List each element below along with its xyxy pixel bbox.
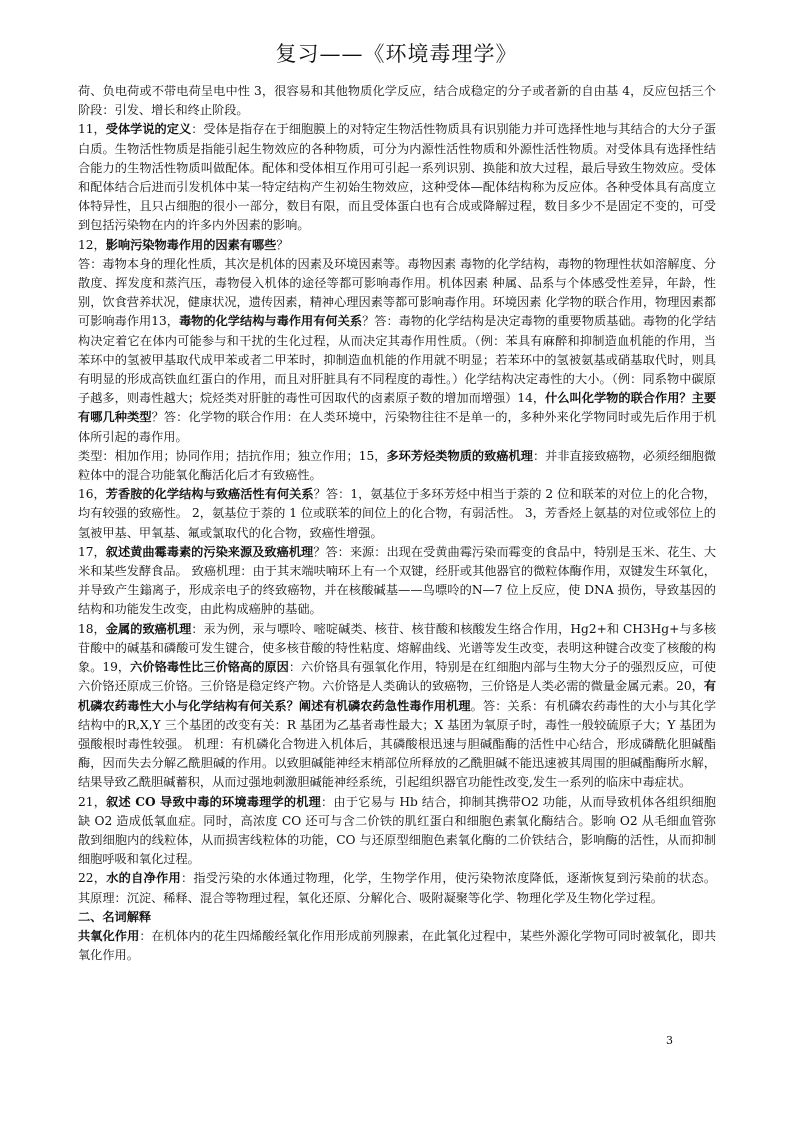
paragraph	[78, 620, 716, 793]
paragraph	[78, 927, 716, 965]
paragraph-text: ？答：化学物的联合作用：在人类环境中，污染物往往不是单一的，多种外来化学物同时或先后作用于机体所引起的毒作用。	[78, 410, 716, 444]
paragraph-text: ？答：毒物的化学结构是决定毒物的重要物质基础。毒物的化学结构决定着它在体内可能参与和干扰的生化过程，从而决定其毒作用性质。（例：苯具有麻醉和抑制造血机能的作用，当苯环中的氢被甲基取代成甲苯或者二甲苯时，抑制造血机能的作用就不明显；若苯环中的氢被氨基或硝基取代时，则具有明显的形成高铁血红蛋白的作用，而且对肝脏具有不同程度的毒性。）化学结构决定毒性的大小。（例：同系物中碳原子越多，则毒性越大；烷烃类对肝脏的毒性可因取代的卤素原子数的增加而增强）14，	[78, 314, 717, 406]
paragraph	[78, 793, 716, 870]
paragraph-text: 11，	[78, 122, 106, 137]
paragraph-text: ：在机体内的花生四烯酸经氧化作用形成前列腺素，在此氧化过程中，某些外源化学物可同时被氧化，即共氧化作用。	[78, 928, 717, 963]
paragraph-text: 16，	[78, 487, 106, 502]
paragraph-text: ：指受污染的水体通过物理，化学，生物学作用，使污染物浓度降低，逐渐恢复到污染前的状态。 其原理：沉淀、稀释、混合等物理过程，氧化还原、分解化合、吸附凝聚等化学、物理化学及生物化学过程。	[78, 871, 717, 905]
bold-heading-text: 二、名词解释	[78, 909, 152, 924]
paragraph-text: 18，	[78, 621, 106, 636]
paragraph	[78, 908, 716, 927]
bold-heading-text: 有机磷农药毒性大小与化学结构有何关系？阐述有机磷农药急性毒作用机理	[78, 679, 716, 713]
page-number: 3	[666, 1034, 673, 1047]
paragraph-text: 21，	[78, 794, 107, 809]
paragraph	[78, 255, 716, 447]
bold-heading-text: 叙述 CO 导致中毒的环境毒理学的机理	[106, 794, 322, 809]
paragraph-text: ？答：1，氨基位于多环芳烃中相当于萘的 2 位和联苯的对位上的化合物，均有较强的致癌性。 2，氨基位于萘的 1 位或联苯的间位上的化合物，有弱活性。 3，芳香烃上氨基的对位或邻位上的氢被甲基、甲氧基、氟或氯取代的化合物，致癌性增强。	[78, 487, 716, 540]
paragraph-text: ：并非直接致癌物，必须经细胞微粒体中的混合功能氧化酶活化后才有致癌性。	[78, 448, 717, 483]
bold-heading-text: 影响污染物毒作用的因素有哪些	[105, 237, 277, 252]
paragraph-text: 。答：关系：有机磷农药毒性的大小与其化学结构中的R,X,Y 三个基团的改变有关：R 基团为乙基者毒性最大；X 基团为氧原子时，毒性一般较硫原子大；Y 基团为强酸根时毒性较强。 机理：有机磷化合物进入机体后，其磷酸根迅速与胆碱酯酶的活性中心结合，形成磷酰化胆碱酯酶，因而失去分解乙酰胆碱的作用。以致胆碱能神经末梢部位所释放的乙酰胆碱不能迅速被其周围的胆碱酯酶所水解，结果导致乙酰胆碱蓄积，从而过强地刺激胆碱能神经系统，引起组织器官功能性改变,发生一系列的临床中毒症状。	[78, 698, 717, 790]
paragraph-text: ？答：来源：出现在受黄曲霉污染而霉变的食品中，特别是玉米、花生、大米和某些发酵食品。 致癌机理：由于其末端呋喃环上有一个双键，经肝或其他器官的微粒体酶作用，双键发生环氧化，并导致产生鎓离子，形成亲电子的终致癌物，并在核酸碱基——鸟嘌呤的N—7 位上反应，使 DNA 损伤，导致基因的结构和功能发生改变，由此构成癌肿的基础。	[78, 544, 716, 617]
bold-heading-text: 受体学说的定义	[105, 122, 192, 137]
paragraph-text: 22，	[78, 871, 107, 886]
paragraph-text: ？	[276, 237, 289, 252]
paragraph-text: ：六价铬具有强氧化作用，特别是在红细胞内部与生物大分子的强烈反应，可使六价铬还原成三价铬。三价铬是稳定终产物。六价铬是人类确认的致癌物，三价铬是人类必需的微量金属元素。20，	[78, 660, 717, 694]
bold-heading-text: 金属的致癌机理	[105, 621, 192, 636]
paragraph	[78, 543, 716, 620]
bold-heading-text: 什么叫化学物的联合作用？主要有哪几种类型	[78, 391, 717, 425]
paragraph	[78, 82, 716, 120]
paragraph	[78, 120, 716, 235]
paragraph-text: 17，	[78, 544, 106, 559]
paragraph	[78, 236, 716, 255]
paragraph	[78, 447, 716, 485]
paragraph	[78, 485, 716, 543]
bold-heading-text: 共氧化作用	[78, 928, 140, 943]
bold-heading-text: 毒物的化学结构与毒作用有何关系	[178, 314, 363, 329]
bold-heading-text: 水的自净作用	[106, 871, 181, 886]
paragraph-text: 12，	[78, 237, 106, 252]
paragraph-text: 荷、负电荷或不带电荷呈电中性 3，很容易和其他物质化学反应，结合成稳定的分子或者新的自由基 4，反应包括三个阶段：引发、增长和终止阶段。	[78, 84, 716, 118]
bold-heading-text: 多环芳烃类物质的致癌机理	[386, 448, 533, 463]
page-title: 复习——《环境毒理学》	[275, 42, 518, 66]
paragraph	[78, 869, 716, 907]
paragraph-text: 答：毒物本身的理化性质，其次是机体的因素及环境因素等。毒物因素 毒物的化学结构，毒物的物理性状如溶解度、分散度、挥发度和蒸汽压，毒物侵入机体的途径等都可影响毒作用。机体因素 种属、品系与个体感受性差异，年龄，性别，饮食营养状况，健康状况，遗传因素，精神心理因素等都可影响毒作用。环境因素 化学物的联合作用，物理因素都可影响毒作用13，	[78, 256, 716, 329]
paragraph-text: 类型：相加作用；协同作用；拮抗作用；独立作用；15，	[78, 448, 387, 463]
bold-heading-text: 六价铬毒性比三价铬高的原因	[130, 660, 289, 675]
bold-heading-text: 芳香胺的化学结构与致癌活性有何关系	[105, 487, 314, 502]
bold-heading-text: 叙述黄曲霉毒素的污染来源及致癌机理	[105, 544, 314, 559]
paragraph-text: ：由于它易与 Hb 结合，抑制其携带O2 功能，从而导致机体各组织细胞缺 O2 造成低氧血症。同时，高浓度 CO 还可与含二价铁的肌红蛋白和细胞色素氧化酶结合。影响 O2 从毛细血管弥散到细胞内的线粒体，从而损害线粒体的功能，CO 与还原型细胞色素氧化酶的二价铁结合，影响酶的活性，从而抑制细胞呼吸和氧化过程。	[78, 794, 716, 867]
document-body	[78, 82, 716, 965]
paragraph-text: ：受体是指存在于细胞膜上的对特定生物活性物质具有识别能力并可选择性地与其结合的大分子蛋白质。生物活性物质是指能引起生物效应的各种物质，可分为内源性活性物质和外源性活性物质。对受体具有选择性结合能力的生物活性物质叫做配体。配体和受体相互作用可引起一系列识别、换能和放大过程，最后导致生物效应。受体和配体结合后进而引发机体中某一特定结构产生初始生物效应，这种受体—配体结构称为反应体。各种受体具有高度立体特异性，且只占细胞的很小一部分，数目有限，而且受体蛋白也有合成或降解过程，数目多少不是固定不变的，可受到包括污染物在内的许多内外因素的影响。	[78, 122, 717, 233]
paragraph-text: ：汞为例，汞与嘌呤、嘧啶碱类、核苷、核苷酸和核酸发生络合作用，Hg2+和 CH3Hg+与多核苷酸中的碱基和磷酸可发生键合，使多核苷酸的特性粘度、熔解曲线、光谱等发生改变，表明这种键合改变了核酸的构象。19，	[78, 621, 717, 675]
